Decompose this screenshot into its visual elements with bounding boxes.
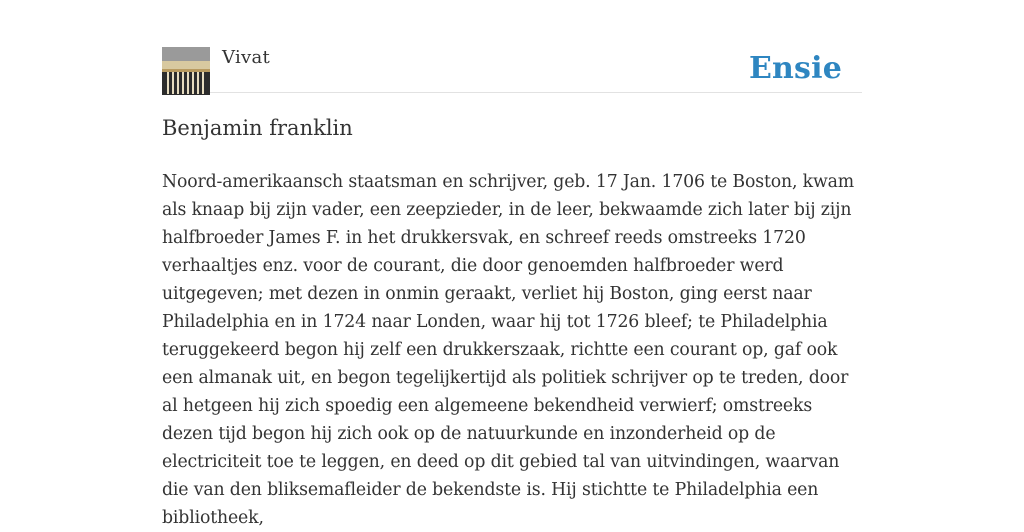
page-title: Benjamin franklin	[162, 116, 353, 140]
avatar[interactable]	[162, 47, 210, 95]
books-avatar-icon	[162, 47, 210, 95]
brand-logo[interactable]: Ensie	[748, 51, 842, 86]
author-name[interactable]: Vivat	[222, 47, 271, 68]
header	[162, 46, 862, 93]
article-body: Noord-amerikaansch staatsman en schrijver, geb. 17 Jan. 1706 te Boston, kwam als knaap bij zijn vader, een zeepzieder, in de leer, bekwaamde zich later bij zijn halfbroeder James F. in het drukkersvak, en schreef reeds omstreeks 1720 verhaaltjes enz. voor de courant, die door genoemden halfbroeder werd uitgegeven; met dezen in onmin geraakt, verliet hij Boston, ging eerst naar Philadelphia en in 1724 naar Londen, waar hij tot 1726 bleef; te Philadelphia teruggekeerd begon hij zelf een drukkerszaak, richtte een courant op, gaf ook een almanak uit, en begon tegelijkertijd als politiek schrijver op te treden, door al hetgeen hij zich spoedig een algemeene bekendheid verwierf; omstreeks dezen tijd begon hij zich ook op de natuurkunde en inzonderheid op de electriciteit toe te leggen, en deed op dit gebied tal van uitvindingen, waarvan die van den bliksemafleider de bekendste is. Hij stichtte te Philadelphia een bibliotheek,	[162, 172, 855, 528]
